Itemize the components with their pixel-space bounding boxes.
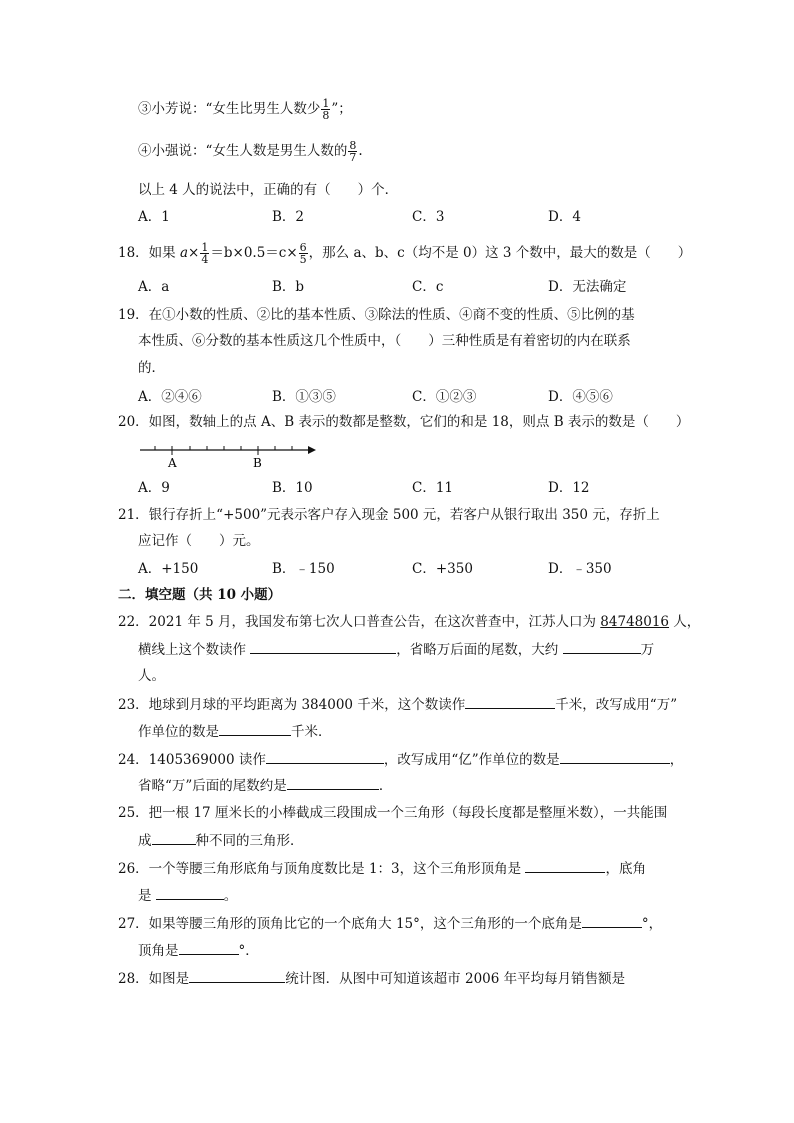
q26-blank-2[interactable] xyxy=(156,885,224,900)
q19-option-a[interactable]: A．②④⑥ xyxy=(138,389,202,405)
q22-line-2: 横线上这个数读作 ，省略万后面的尾数，大约 万 xyxy=(138,639,654,660)
q19-line-2: 本性质、⑥分数的基本性质这几个性质中，（ ）三种性质是有着密切的内在联系 xyxy=(138,333,631,349)
section-heading: 二．填空题（共 10 小题） xyxy=(118,587,282,603)
q17-statement-4: ④小强说：“女生人数是男生人数的 $\frac{8}{7}$ . xyxy=(138,139,363,164)
q18-option-d[interactable]: D．无法确定 xyxy=(548,279,627,295)
point-b-label: B xyxy=(253,456,262,470)
q25-line-1: 25．把一根 17 厘米长的小棒截成三段围成一个三角形（每段长度都是整厘米数），一共能围 xyxy=(118,805,668,821)
q24-line-2: 省略“万”后面的尾数约是 ． xyxy=(138,775,392,796)
q20-option-b[interactable]: B．10 xyxy=(272,480,313,496)
q28-blank-1[interactable] xyxy=(189,968,285,983)
q22-line-1: 22．2021 年 5 月，我国发布第七次人口普查公告，在这次普查中，江苏人口为 84748016 人， xyxy=(118,614,701,630)
q19-option-d[interactable]: D．④⑤⑥ xyxy=(548,389,613,405)
q20-option-c[interactable]: C．11 xyxy=(412,480,454,496)
q19-option-b[interactable]: B．①③⑤ xyxy=(272,389,336,405)
q21-line-2: 应记作（ ）元。 xyxy=(138,533,260,549)
q23-line-2: 作单位的数是 千米． xyxy=(138,721,332,742)
q27-blank-1[interactable] xyxy=(582,913,642,928)
q17-statement-3: ③小芳说：“女生比男生人数少 $\frac{1}{8}$ ”； xyxy=(138,97,352,122)
q27-line-2: 顶角是 °． xyxy=(138,940,259,961)
number-line-figure xyxy=(138,436,320,472)
q26-line-2: 是 。 xyxy=(138,885,237,906)
q21-line-1: 21．银行存折上“+500”元表示客户存入现金 500 元，若客户从银行取出 350 元，存折上 xyxy=(118,507,660,523)
q17-option-c[interactable]: C．3 xyxy=(412,209,445,225)
q19-option-c[interactable]: C．①②③ xyxy=(412,389,477,405)
q17-stem: 以上 4 人的说法中，正确的有（ ）个． xyxy=(138,182,399,198)
q24-line-1: 24．1405369000 读作 ，改写成用“亿”作单位的数是 ， xyxy=(118,749,683,770)
q17-option-b[interactable]: B．2 xyxy=(272,209,305,225)
q24-blank-1[interactable] xyxy=(266,749,384,764)
q18-option-c[interactable]: C．c xyxy=(412,279,444,295)
q17-s3-fraction: $\frac{1}{8}$ xyxy=(322,97,330,122)
q27-line-1: 27．如果等腰三角形的顶角比它的一个底角大 15°，这个三角形的一个底角是 °， xyxy=(118,913,662,934)
q18-option-a[interactable]: A．a xyxy=(138,279,170,295)
q17-option-d[interactable]: D．4 xyxy=(548,209,581,225)
q25-blank[interactable] xyxy=(152,830,196,845)
q20-option-a[interactable]: A．9 xyxy=(138,480,170,496)
q18-fraction-1: $\frac{1}{4}$ xyxy=(201,241,209,266)
q21-option-a[interactable]: A．+150 xyxy=(138,561,199,577)
q18-option-b[interactable]: B．b xyxy=(272,279,305,295)
q22-line-3: 人。 xyxy=(138,668,165,684)
q26-line-1: 26．一个等腰三角形底角与顶角度数比是 1：3，这个三角形顶角是 ，底角 xyxy=(118,858,646,879)
population-number: 84748016 xyxy=(600,614,670,630)
q17-option-a[interactable]: A．1 xyxy=(138,209,170,225)
q21-option-b[interactable]: B．﹣150 xyxy=(272,561,335,577)
q22-blank-1[interactable] xyxy=(250,639,396,654)
q24-blank-2[interactable] xyxy=(560,749,670,764)
q23-blank-1[interactable] xyxy=(465,694,555,709)
q19-line-1: 19．在①小数的性质、②比的基本性质、③除法的性质、④商不变的性质、⑤比例的基 xyxy=(118,307,635,323)
q28-line-1: 28．如图是 统计图．从图中可知道该超市 2006 年平均每月销售额是 xyxy=(118,968,625,989)
q23-line-1: 23．地球到月球的平均距离为 384000 千米，这个数读作 千米，改写成用“万” xyxy=(118,694,677,715)
number-line-arrow-icon xyxy=(308,446,316,454)
point-a-label: A xyxy=(168,456,177,470)
q26-blank-1[interactable] xyxy=(525,858,605,873)
q17-s3-text: ③小芳说：“女生比男生人数少 xyxy=(138,101,321,117)
q19-line-3: 的． xyxy=(138,360,165,376)
q25-line-2: 成 种不同的三角形． xyxy=(138,830,304,851)
q21-option-c[interactable]: C．+350 xyxy=(412,561,473,577)
q22-blank-2[interactable] xyxy=(563,639,641,654)
q21-option-d[interactable]: D．﹣350 xyxy=(548,561,612,577)
q17-s4-fraction: $\frac{8}{7}$ xyxy=(349,139,357,164)
q17-s4-text: ④小强说：“女生人数是男生人数的 xyxy=(138,143,348,159)
q18-stem: 18．如果 a× $\frac{1}{4}$ ＝b×0.5＝c× $\frac{6}{5}$ ，那么 a、b、c（均不是 0）这 3 个数中，最大的数是（ ） xyxy=(118,241,692,266)
q24-blank-3[interactable] xyxy=(287,775,379,790)
q20-stem: 20．如图，数轴上的点 A、B 表示的数都是整数，它们的和是 18，则点 B 表示的数是（ ） xyxy=(118,414,690,430)
q18-fraction-2: $\frac{6}{5}$ xyxy=(299,241,307,266)
q27-blank-2[interactable] xyxy=(179,940,239,955)
q23-blank-2[interactable] xyxy=(219,721,291,736)
q20-option-d[interactable]: D．12 xyxy=(548,480,590,496)
